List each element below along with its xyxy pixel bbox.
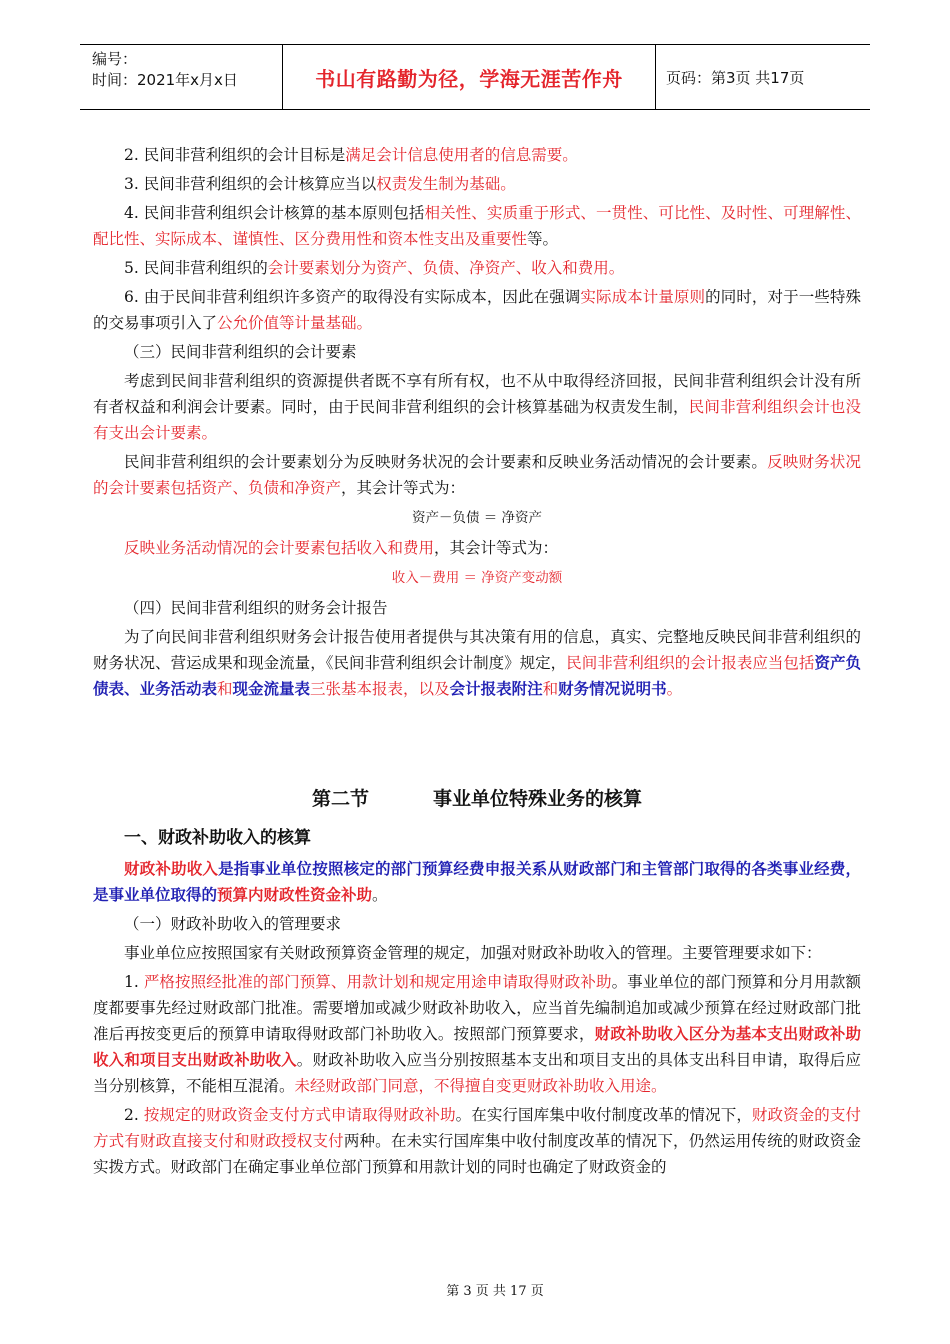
text: 民间非营利组织的会计要素划分为反映财务状况的会计要素和反映业务活动情况的会计要素。 xyxy=(124,453,768,471)
paragraph-elements-3 xyxy=(93,535,861,561)
text: 为了向民间非营利组织财务会计报告使用者提供与其决策有用的信息，真实、完整地反映民间非营利组织的财务状况、营运成果和现金流量，《民间非营利组织会计制度》规定， xyxy=(93,628,861,672)
paragraph-financial-report xyxy=(93,624,861,702)
bold-blue-text: 资产负债表、业务活动表 xyxy=(93,653,861,698)
page-footer: 第 3 页 共 17 页 xyxy=(446,1284,544,1299)
header-motto: 书山有路勤为径，学海无涯苦作舟 xyxy=(283,45,656,109)
text: 。 xyxy=(372,886,388,904)
paragraph-management-1 xyxy=(93,969,861,1099)
highlight-text: 反映财务状况的会计要素包括资产、负债和净资产 xyxy=(93,453,861,497)
paragraph-item-4 xyxy=(93,200,861,252)
bold-blue-text: 财务情况说明书 xyxy=(558,679,667,698)
highlight-text: 三张基本报表，以及 xyxy=(310,680,450,698)
heading-financial-report: （四）民间非营利组织的财务会计报告 xyxy=(124,599,388,617)
paragraph-elements-2 xyxy=(93,449,861,501)
bold-red-text: 财政补助收入区分为基本支出财政补助收入和项目支出财政补助收入 xyxy=(93,1024,861,1069)
section-number: 第二节 xyxy=(311,788,369,810)
highlight-text: 反映业务活动情况的会计要素包括收入和费用 xyxy=(124,539,435,557)
text: 。财政补助收入应当分别按照基本支出和项目支出的具体支出科目申请，取得后应当分别核算，不能相互混淆。 xyxy=(93,1051,861,1095)
paragraph-item-5 xyxy=(93,255,861,281)
bold-red-text: 预算内财政性资金补助 xyxy=(217,885,373,904)
section-title: 事业单位特殊业务的核算 xyxy=(433,788,643,810)
bold-blue-text: 会计报表附注 xyxy=(449,679,543,698)
document-time-label: 时间：2021年x月x日 xyxy=(92,71,238,89)
text: 1. xyxy=(124,973,144,991)
highlight-text: 未经财政部门同意，不得擅自变更财政补助收入用途。 xyxy=(294,1077,667,1095)
text: 。在实行国库集中收付制度改革的情况下， xyxy=(455,1106,752,1124)
text: ，其会计等式为： xyxy=(434,539,559,557)
page-header xyxy=(80,44,870,110)
text: 5. 民间非营利组织的 xyxy=(124,259,268,277)
text: ，其会计等式为： xyxy=(341,479,466,497)
document-body xyxy=(93,142,861,1180)
bold-blue-text: 现金流量表 xyxy=(232,679,311,698)
highlight-text: 严格按照经批准的部门预算、用款计划和规定用途申请取得财政补助 xyxy=(143,973,612,991)
paragraph-management-2 xyxy=(93,1102,861,1180)
text: 。事业单位的部门预算和分月用款额度都要事先经过财政部门批准。需要增加或减少财政补助收入，应当首先编制追加或减少预算在经过财政部门批准后再按变更后的预算申请取得财政部门补助收入。按照部门预算要求， xyxy=(93,973,861,1043)
text: 4. 民间非营利组织会计核算的基本原则包括 xyxy=(124,204,425,222)
highlight-text: 和 xyxy=(217,680,233,698)
paragraph-management-intro: 事业单位应按照国家有关财政预算资金管理的规定，加强对财政补助收入的管理。主要管理要求如下： xyxy=(124,944,822,962)
paragraph-item-2 xyxy=(93,142,861,168)
bold-blue-text: 是指事业单位按照核定的部门预算经费申报关系从财政部门和主管部门取得的各类事业经费，是事业单位取得的 xyxy=(93,859,861,904)
document-number-label: 编号： xyxy=(92,50,138,68)
text: 等。 xyxy=(527,230,559,248)
paragraph-elements-1 xyxy=(93,368,861,446)
paragraph-definition xyxy=(93,856,861,908)
text: 2. 民间非营利组织的会计目标是 xyxy=(124,146,346,164)
highlight-text: 权责发生制为基础。 xyxy=(376,175,516,193)
paragraph-item-6 xyxy=(93,284,861,336)
heading-management: （一）财政补助收入的管理要求 xyxy=(124,915,342,933)
highlight-text: 和 xyxy=(542,680,559,698)
heading-accounting-elements: （三）民间非营利组织的会计要素 xyxy=(124,343,357,361)
highlight-text: 满足会计信息使用者的信息需要。 xyxy=(345,146,578,164)
bold-red-text: 财政补助收入 xyxy=(124,859,219,878)
text: 考虑到民间非营利组织的资源提供者既不享有所有权，也不从中取得经济回报，民间非营利组织会计没有所有者权益和利润会计要素。同时，由于民间非营利组织的会计核算基础为权责发生制， xyxy=(93,372,861,416)
header-meta xyxy=(80,45,283,109)
highlight-text: 会计要素划分为资产、负债、净资产、收入和费用。 xyxy=(267,259,625,277)
section-heading xyxy=(93,784,861,814)
highlight-text: 实际成本计量原则 xyxy=(580,288,706,306)
highlight-text: 公允价值等计量基础。 xyxy=(217,314,373,332)
text: 的同时，对于一些特殊的交易事项引入了 xyxy=(93,288,861,332)
text: 2. xyxy=(124,1106,144,1124)
subsection-heading: 一、财政补助收入的核算 xyxy=(124,828,311,848)
paragraph-item-3 xyxy=(93,171,861,197)
highlight-text: 相关性、实质重于形式、一贯性、可比性、及时性、可理解性、配比性、实际成本、谨慎性、区分费用性和资本性支出及重要性 xyxy=(93,204,861,248)
text: 6. 由于民间非营利组织许多资产的取得没有实际成本，因此在强调 xyxy=(124,288,581,306)
equation-activity: 收入－费用 ＝ 净资产变动额 xyxy=(391,570,563,586)
text: 两种。在未实行国库集中收付制度改革的情况下，仍然运用传统的财政资金实拨方式。财政部门在确定事业单位部门预算和用款计划的同时也确定了财政资金的 xyxy=(93,1132,861,1176)
highlight-text: 按规定的财政资金支付方式申请取得财政补助 xyxy=(143,1106,456,1124)
header-page-info: 页码：第3页 共17页 xyxy=(666,68,805,87)
equation-balance: 资产－负债 ＝ 净资产 xyxy=(411,510,543,526)
highlight-text: 民间非营利组织的会计报表应当包括 xyxy=(566,654,815,672)
text: 3. 民间非营利组织的会计核算应当以 xyxy=(124,175,377,193)
highlight-text: 。 xyxy=(666,680,683,698)
highlight-text: 财政资金的支付方式有财政直接支付和财政授权支付 xyxy=(93,1106,861,1150)
highlight-text: 民间非营利组织会计也没有支出会计要素。 xyxy=(93,398,861,442)
